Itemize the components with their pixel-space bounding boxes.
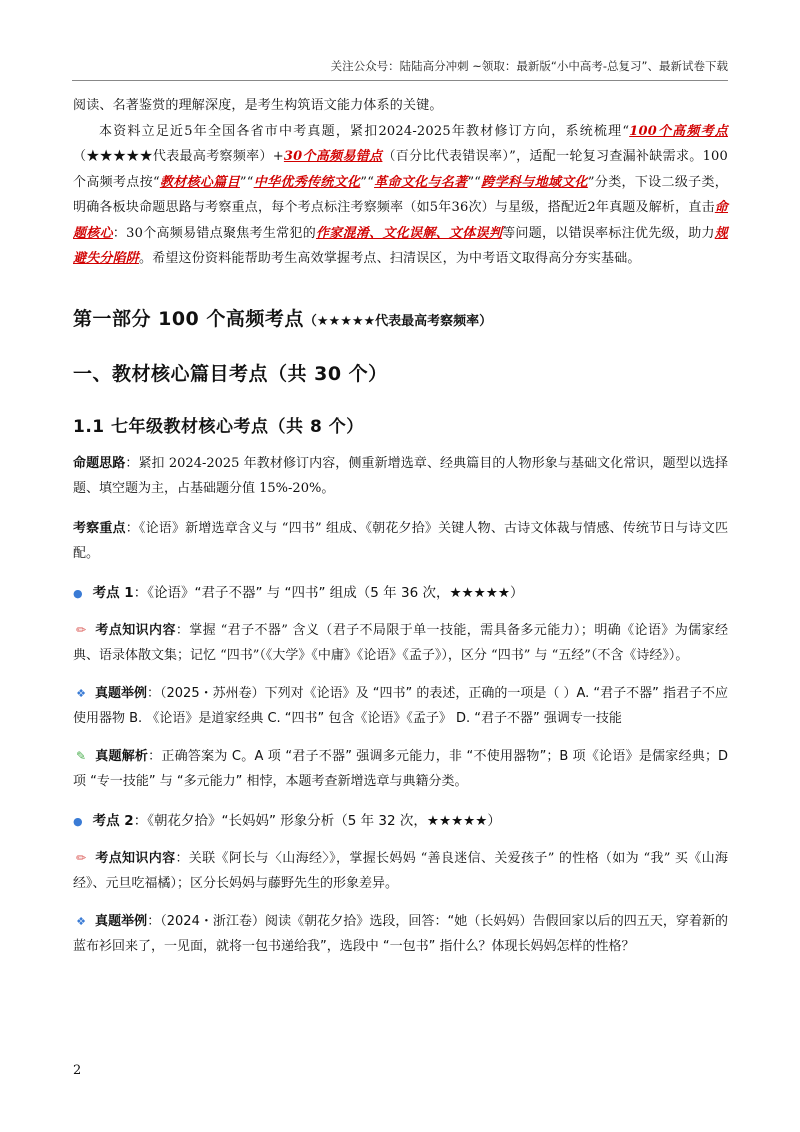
pencil-icon: ✏ [75,850,87,865]
kp1-heading [73,581,728,606]
intro-paragraph [73,119,728,272]
header-divider [72,80,728,81]
kp2-content-label: 考点知识内容 [95,850,176,866]
intro-text: ”分类，下设二级子类，明确各板块命题思路与考察重点，每个考点标注考察频率（如5年36次）与星级，搭配近2年真题及解析，直击 [73,174,728,215]
kp1-example [73,681,728,732]
intro-text: 本资料立足近5年全国各省市中考真题，紧扣2024-2025年教材修订方向，系统梳理“ [99,123,630,139]
kp1-example-label: 真题举例 [95,685,148,701]
highlight-text: 作家混淆、文化误解、文体误判 [316,225,503,241]
part-title [73,304,728,331]
thinking-label: 命题思路 [73,455,126,471]
kp2-content [73,846,728,897]
intro-text: （★★★★★代表最高考察频率）+ [73,149,284,164]
subsection-title: 1.1 七年级教材核心考点（共 8 个） [73,416,364,437]
thinking-paragraph [73,451,728,502]
kp2-example-label: 真题举例 [95,913,148,929]
intro-text: ”“ [239,174,254,190]
highlight-text: 教材核心篇目 [159,174,240,190]
intro-text: ：30个高频易错点聚焦考生常犯的 [112,225,317,241]
highlight-text: 跨学科与地域文化 [481,174,588,190]
kp2-content-text: ：关联《阿长与〈山海经〉》，掌握长妈妈 “善良迷信、关爱孩子” 的性格（如为 “我” 买《山海经》、元旦吃福橘）；区分长妈妈与藤野先生的形象差异。 [73,850,728,891]
page-header: 关注公众号：陆陆高分冲刺 ~领取：最新版“小中高考-总复习”、最新试卷下载 [330,59,728,73]
focus-label: 考察重点 [73,520,126,536]
intro-text: （百分比代表错误率）”，适配一轮复习查漏补缺需求。100个高频考点按“ [73,149,728,190]
kp1-text: ：《论语》“君子不器” 与 “四书” 组成（5 年 36 次，★★★★★） [133,584,524,601]
bullet-icon: ● [73,586,83,600]
part-title-note: （★★★★★代表最高考察频率） [303,313,493,329]
kp1-content-text: ：掌握 “君子不器” 含义（君子不局限于单一技能，需具备多元能力）；明确《论语》为儒家经典、语录体散文集；记忆 “四书”（《大学》《中庸》《论语》《孟子》），区分 “四书” 与 “五经”（不含《诗经》）。 [73,622,728,663]
focus-paragraph [73,516,728,567]
highlight-text: 100个高频考点 [629,123,728,139]
highlight-text: 革命文化与名著 [374,174,468,190]
kp2-example-text: ：（2024・浙江卷）阅读《朝花夕拾》选段，回答：“她（长妈妈）告假回家以后的四五天，穿着新的蓝布衫回来了，一见面，就将一包书递给我”，选段中 “一包书” 指什么？体现长妈妈怎样的性格？ [73,913,728,954]
diamond-icon: ❖ [76,914,86,928]
kp2-text: ：《朝花夕拾》“长妈妈” 形象分析（5 年 32 次，★★★★★） [133,812,501,829]
intro-text: 等问题，以错误率标注优先级，助力 [502,225,715,241]
kp1-title: 考点 1 [92,584,134,601]
intro-text: 。希望这份资料能帮助考生高效掌握考点、扫清误区，为中考语文取得高分夯实基础。 [139,251,641,266]
kp1-analysis [73,744,728,795]
kp2-title: 考点 2 [92,812,134,829]
page-content [73,93,728,960]
page-number: 2 [73,1063,82,1078]
highlight-text: 30个高频易错点 [283,149,383,164]
section-title: 一、教材核心篇目考点（共 30 个） [73,362,388,385]
kp1-content [73,618,728,669]
part-title-text: 第一部分 100 个高频考点 [73,307,304,330]
kp2-heading [73,809,728,834]
kp2-example [73,909,728,960]
pencil-check-icon: ✎ [75,748,87,763]
intro-line: 阅读、名著鉴赏的理解深度，是考生构筑语文能力体系的关键。 [73,98,443,113]
kp1-example-text: ：（2025・苏州卷）下列对《论语》及 “四书” 的表述，正确的一项是（ ）A. “君子不器” 指君子不应使用器物 B. 《论语》是道家经典 C. “四书” 包含《论语》《孟子》 D. “君子不器” 强调专一技能 [73,685,728,726]
intro-text: ”“ [360,174,375,190]
diamond-icon: ❖ [76,686,86,700]
highlight-text: 命题核心 [73,200,728,241]
focus-text: ：《论语》新增选章含义与 “四书” 组成、《朝花夕拾》关键人物、古诗文体裁与情感、传统节日与诗文匹配。 [73,520,728,561]
kp1-content-label: 考点知识内容 [95,622,176,638]
highlight-text: 规避失分陷阱 [73,225,728,266]
bullet-icon: ● [73,814,83,828]
kp1-analysis-text: ：正确答案为 C。A 项 “君子不器” 强调多元能力，非 “不使用器物”；B 项《论语》是儒家经典；D 项 “专一技能” 与 “多元能力” 相悖，本题考查新增选章与典籍分类。 [73,748,728,789]
pencil-icon: ✏ [75,622,87,637]
kp1-analysis-label: 真题解析 [95,748,149,764]
intro-text: ”“ [467,174,482,190]
thinking-text: ：紧扣 2024-2025 年教材修订内容，侧重新增选章、经典篇目的人物形象与基础文化常识，题型以选择题、填空题为主，占基础题分值 15%-20%。 [73,455,728,496]
highlight-text: 中华优秀传统文化 [253,174,361,190]
